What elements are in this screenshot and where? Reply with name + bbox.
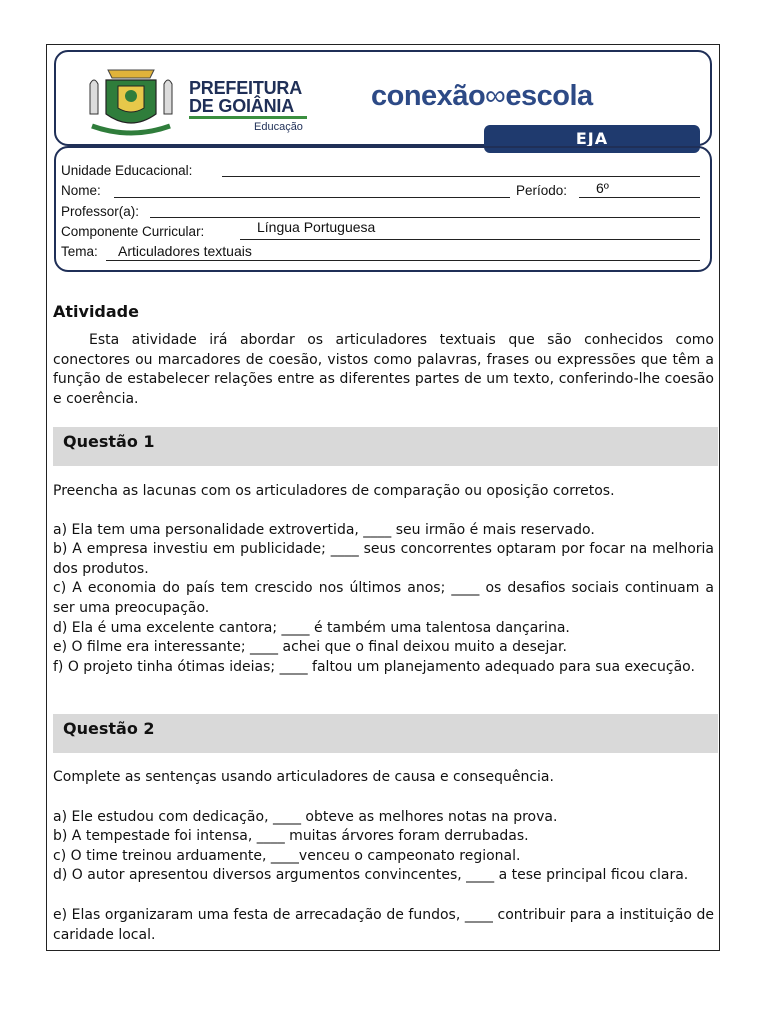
- q2-item-b: b) A tempestade foi intensa, ____ muitas árvores foram derrubadas.: [53, 828, 529, 844]
- periodo-value: 6º: [596, 180, 609, 196]
- professor-label: Professor(a):: [61, 204, 140, 219]
- question2-title: Questão 2: [63, 719, 155, 738]
- q1-item-c: c) A economia do país tem crescido nos últimos anos; ____ os desafios sociais continuam a ser uma preocupação.: [53, 580, 714, 616]
- atividade-heading: Atividade: [53, 302, 139, 321]
- q2-item-d: d) O autor apresentou diversos argumentos convincentes, ____ a tese principal ficou clara.: [53, 867, 689, 883]
- q2-item-c: c) O time treinou arduamente, ____venceu o campeonato regional.: [53, 848, 521, 864]
- conexao-escola-logo: [371, 80, 593, 113]
- componente-label: Componente Curricular:: [61, 224, 205, 239]
- q1-item-f: f) O projeto tinha ótimas ideias; ____ faltou um planejamento adequado para sua execução.: [53, 659, 695, 675]
- tema-value: Articuladores textuais: [118, 243, 252, 259]
- brand-part2: escola: [505, 80, 593, 112]
- q1-item-e: e) O filme era interessante; ____ achei que o final deixou muito a desejar.: [53, 639, 567, 655]
- professor-field[interactable]: [150, 217, 700, 218]
- tema-label: Tema:: [61, 244, 98, 259]
- city-crest-logo: [78, 56, 184, 140]
- question1-header: [53, 427, 718, 466]
- prefeitura-line1: PREFEITURA: [189, 78, 303, 98]
- q1-item-d: d) Ela é uma excelente cantora; ____ é também uma talentosa dançarina.: [53, 620, 570, 636]
- tema-field[interactable]: [106, 260, 700, 261]
- nome-field[interactable]: [114, 197, 510, 198]
- question1-title: Questão 1: [63, 432, 155, 451]
- brand-part1: conexão: [371, 80, 486, 112]
- prefeitura-rule: [189, 116, 307, 119]
- prefeitura-line2: DE GOIÂNIA: [189, 96, 295, 116]
- atividade-intro: Esta atividade irá abordar os articuladores textuais que são conhecidos como conectores ou marcadores de coesão, vistos como palavras, frases ou expressões que têm a função de estabelecer relações entre as diferentes partes de um texto, conferindo-lhe coesão e coerência.: [53, 332, 714, 407]
- nome-label: Nome:: [61, 183, 101, 198]
- question2-instruction: Complete as sentenças usando articuladores de causa e consequência.: [53, 769, 554, 785]
- brand-link-icon: ∞: [485, 80, 506, 112]
- q1-item-a: a) Ela tem uma personalidade extrovertida, ____ seu irmão é mais reservado.: [53, 522, 595, 538]
- unidade-field[interactable]: [222, 176, 700, 177]
- prefeitura-subtitle: Educação: [254, 121, 303, 133]
- componente-value: Língua Portuguesa: [257, 219, 376, 235]
- componente-field[interactable]: [240, 239, 700, 240]
- unidade-label: Unidade Educacional:: [61, 163, 193, 178]
- eja-badge: EJA: [484, 125, 700, 153]
- question1-instruction: Preencha as lacunas com os articuladores de comparação ou oposição corretos.: [53, 483, 615, 499]
- q2-item-a: a) Ele estudou com dedicação, ____ obteve as melhores notas na prova.: [53, 809, 558, 825]
- periodo-field[interactable]: [579, 197, 700, 198]
- question2-header: [53, 714, 718, 753]
- periodo-label: Período:: [516, 183, 568, 198]
- q1-item-b: b) A empresa investiu em publicidade; ____ seus concorrentes optaram por focar na melhoria dos produtos.: [53, 541, 714, 577]
- q2-item-e: e) Elas organizaram uma festa de arrecadação de fundos, ____ contribuir para a instituição de caridade local.: [53, 907, 714, 943]
